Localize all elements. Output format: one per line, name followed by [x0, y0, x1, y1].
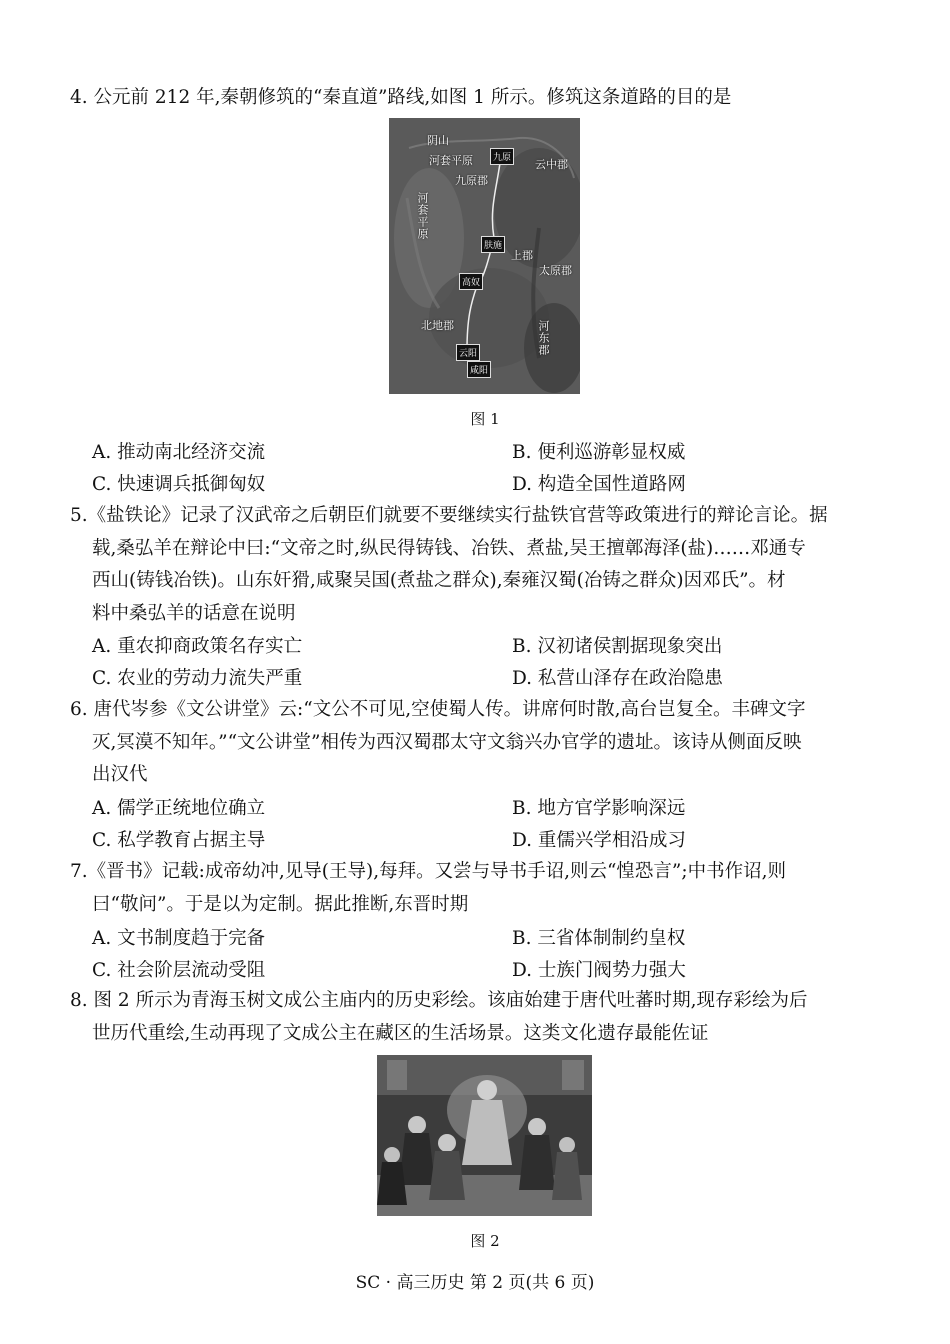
q7-stem-line-2: 曰“敬问”。于是以为定制。据此推断,东晋时期	[92, 893, 469, 915]
figure-1-caption: 图 1	[470, 410, 500, 428]
q5-option-b[interactable]: B. 汉初诸侯割据现象突出	[512, 636, 723, 657]
q6-option-b[interactable]: B. 地方官学影响深远	[512, 798, 686, 819]
q6-stem-line-2: 灭,冥漠不知年。”“文公讲堂”相传为西汉蜀郡太守文翁兴办官学的遗址。该诗从侧面反映	[92, 731, 802, 753]
q6-option-c[interactable]: C. 私学教育占据主导	[92, 830, 266, 851]
q5-stem-line-2: 载,桑弘羊在辩论中曰:“文帝之时,纵民得铸钱、冶铁、煮盐,吴王擅鄣海泽(盐)……邓通专	[92, 537, 806, 559]
figure-2-mural	[377, 1055, 592, 1216]
q4-option-b[interactable]: B. 便利巡游彰显权威	[512, 442, 686, 463]
q8-stem-line-2: 世历代重绘,生动再现了文成公主在藏区的生活场景。这类文化遗存最能佐证	[92, 1022, 709, 1044]
map-label-yunzhong: 云中郡	[535, 158, 568, 171]
q5-stem-line-3: 西山(铸钱冶铁)。山东奸猾,咸聚吴国(煮盐之群众),秦雍汉蜀(冶铸之群众)因邓氏”。材	[92, 570, 786, 591]
q5-stem-line-1: 5.《盐铁论》记录了汉武帝之后朝臣们就要不要继续实行盐铁官营等政策进行的辩论言论。据	[70, 505, 828, 526]
question-4-stem: 4. 公元前 212 年,秦朝修筑的“秦直道”路线,如图 1 所示。修筑这条道路的目的是	[70, 87, 732, 108]
q6-option-a[interactable]: A. 儒学正统地位确立	[92, 798, 266, 819]
q6-option-d[interactable]: D. 重儒兴学相沿成习	[512, 830, 686, 851]
q7-option-c[interactable]: C. 社会阶层流动受阻	[92, 960, 266, 981]
q7-option-d[interactable]: D. 士族门阀势力强大	[512, 960, 686, 981]
q8-stem-line-1: 8. 图 2 所示为青海玉树文成公主庙内的历史彩绘。该庙始建于唐代吐蕃时期,现存彩绘为后	[70, 990, 808, 1011]
map-label-beidi: 北地郡	[421, 319, 454, 332]
figure-2-caption: 图 2	[470, 1232, 500, 1250]
q5-option-a[interactable]: A. 重农抑商政策名存实亡	[92, 636, 303, 657]
q5-stem-line-4: 料中桑弘羊的话意在说明	[92, 602, 296, 624]
map-marker-yunyang: 云阳	[456, 344, 480, 361]
question-8	[70, 985, 882, 1050]
q4-option-d[interactable]: D. 构造全国性道路网	[512, 474, 686, 495]
page-footer: SC · 高三历史 第 2 页(共 6 页)	[355, 1273, 595, 1293]
q7-stem-line-1: 7.《晋书》记载:成帝幼冲,见导(王导),每拜。又尝与导书手诏,则云“惶恐言”;中书作诏,则	[70, 861, 786, 882]
question-5	[70, 500, 882, 630]
map-marker-jiuyuan: 九原	[490, 148, 514, 165]
map-label-yinshan: 阴山	[427, 134, 449, 147]
mural-image	[377, 1055, 592, 1216]
map-label-hetao-top: 河套平原	[429, 154, 473, 167]
map-label-hedong: 河东郡	[537, 320, 550, 356]
q6-stem-line-3: 出汉代	[92, 764, 148, 785]
map-label-shangjun: 上郡	[511, 249, 533, 262]
map-label-jiuyuan-jun: 九原郡	[455, 174, 488, 187]
map-marker-fushi: 肤施	[481, 236, 505, 253]
map-marker-xianyang: 咸阳	[467, 361, 491, 378]
q6-stem-line-1: 6. 唐代岑参《文公讲堂》云:“文公不可见,空使蜀人传。讲席何时散,高台岂复全。丰碑文字	[70, 699, 806, 720]
q4-option-c[interactable]: C. 快速调兵抵御匈奴	[92, 474, 266, 495]
question-4	[70, 82, 882, 115]
q5-option-c[interactable]: C. 农业的劳动力流失严重	[92, 668, 303, 689]
question-7	[70, 856, 882, 921]
question-6	[70, 694, 882, 792]
map-marker-gaonu: 高奴	[459, 273, 483, 290]
q7-option-b[interactable]: B. 三省体制制约皇权	[512, 928, 686, 949]
q7-option-a[interactable]: A. 文书制度趋于完备	[92, 928, 266, 949]
map-label-taiyuan: 太原郡	[539, 264, 572, 277]
q4-option-a[interactable]: A. 推动南北经济交流	[92, 442, 266, 463]
figure-1-map	[389, 118, 580, 394]
map-label-hetao-vertical: 河套平原	[416, 192, 429, 240]
q5-option-d[interactable]: D. 私营山泽存在政治隐患	[512, 668, 723, 689]
